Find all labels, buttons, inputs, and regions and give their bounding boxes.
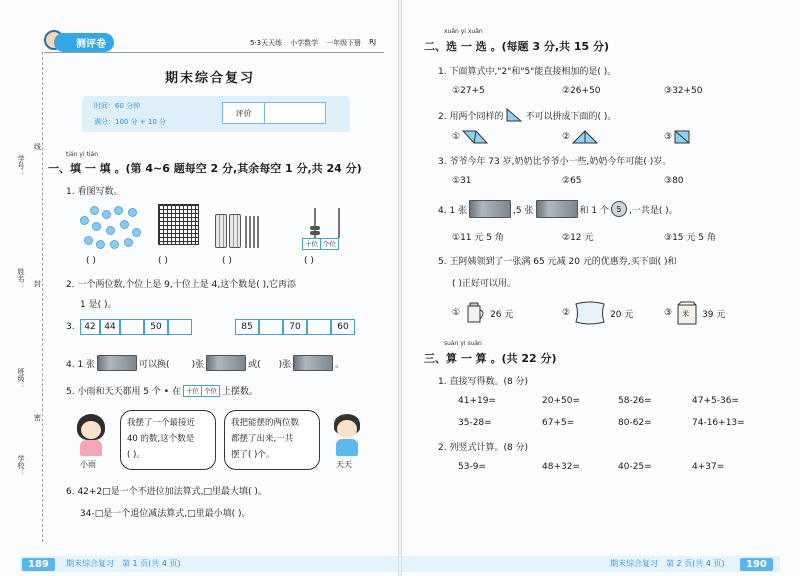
pv-ones: 个位 bbox=[203, 386, 217, 395]
r-q4-opt-1[interactable]: ①11 元 5 角 bbox=[452, 233, 504, 243]
side-field-school: 学校： bbox=[17, 455, 25, 476]
bubble2-line: 都摆了出来,一共 bbox=[231, 434, 294, 444]
q6-text-line2: 34-□是一个退位减法算式,□里最小填( )。 bbox=[80, 509, 251, 519]
full-score: 满分：100 分 + 10 分 bbox=[94, 118, 167, 126]
header-grade: 一年级下册 bbox=[326, 39, 362, 47]
r-q5-text-line2: ( )正好可以用。 bbox=[452, 279, 516, 289]
r-q1-text: 1. 下面算式中,"2"和"5"能直接相加的是( )。 bbox=[438, 67, 617, 77]
q2-text-line2: 1 是( )。 bbox=[80, 300, 117, 310]
calc-item[interactable]: 58-26= bbox=[618, 396, 652, 406]
q4-line bbox=[66, 355, 344, 371]
q2-text-line1: 2. 一个两位数,个位上是 9,十位上是 4,这个数是( ),它再添 bbox=[66, 280, 296, 290]
r-q5-opt-price: 39 元 bbox=[702, 309, 726, 320]
r-q5-text-line1: 5. 王阿姨领到了一张满 65 元减 20 元的优惠券,买下面( )和 bbox=[438, 257, 677, 267]
r-q4-opt-3[interactable]: ③15 元 5 角 bbox=[664, 233, 716, 243]
q3-cell: 70 bbox=[283, 319, 307, 335]
q1-blank-1[interactable]: ( ) bbox=[86, 256, 96, 266]
page-number: 189 bbox=[22, 558, 55, 571]
info-box bbox=[82, 96, 350, 132]
q5-line bbox=[66, 384, 258, 397]
banknote-icon bbox=[97, 355, 137, 371]
pv-tens: 十位 bbox=[184, 386, 202, 396]
r-q3-opt-2[interactable]: ②65 bbox=[562, 176, 582, 186]
r-q5-opt-no: ① bbox=[452, 308, 461, 318]
time-limit: 时间：60 分钟 bbox=[94, 102, 141, 110]
bubble1-line: 40 的数,这个数是 bbox=[127, 434, 195, 444]
calc-item[interactable]: 41+19= bbox=[458, 396, 496, 406]
q1-blank-4[interactable]: ( ) bbox=[304, 256, 314, 266]
triangle-icon bbox=[506, 108, 522, 122]
vertical-calc-item[interactable]: 4+37= bbox=[692, 462, 725, 472]
girl-name: 小雨 bbox=[80, 460, 96, 469]
bubble1-line: ( )。 bbox=[127, 450, 145, 460]
banknote-icon bbox=[293, 355, 333, 371]
page-footer: 期末综合复习 第 1 页(共 4 页) bbox=[66, 559, 181, 568]
q3-row-1 bbox=[80, 319, 192, 335]
side-field-class: 班级： bbox=[17, 368, 25, 389]
r-q5-opt-no: ② bbox=[562, 308, 571, 318]
q3-cell: 50 bbox=[144, 319, 168, 335]
r-q1-opt-1[interactable]: ①27+5 bbox=[452, 86, 485, 96]
side-field-id: 学号： bbox=[17, 155, 25, 176]
r-q5-opt-price: 26 元 bbox=[490, 309, 514, 320]
binding-line bbox=[42, 52, 43, 542]
r-q2-opt-label: ② bbox=[562, 132, 571, 142]
calc-item[interactable]: 74-16+13= bbox=[692, 418, 745, 428]
girl-speech-bubble bbox=[120, 410, 216, 470]
badge: 测评卷 bbox=[54, 33, 114, 52]
q4-text-a: 4. 1 张 bbox=[66, 359, 96, 370]
r-q5-opt-no: ③ bbox=[664, 308, 673, 318]
banknote-icon bbox=[536, 200, 578, 218]
page-header bbox=[250, 38, 376, 48]
page-number: 190 bbox=[740, 558, 773, 571]
r-q4-text-d: ,一共是( )。 bbox=[628, 205, 678, 216]
r-q2-text-a: 2. 用两个同样的 bbox=[438, 111, 504, 122]
q3-cell[interactable] bbox=[168, 319, 192, 335]
side-mark-feng: 封 bbox=[34, 280, 41, 288]
q3-row-2 bbox=[235, 319, 355, 335]
r-q4-text-a: 4. 1 张 bbox=[438, 205, 468, 216]
pv-tens: 十位 bbox=[303, 239, 321, 249]
girl-avatar bbox=[74, 414, 108, 456]
page-footer: 期末综合复习 第 2 页(共 4 页) bbox=[610, 559, 725, 568]
r-q32-text: 2. 列竖式计算。(8 分) bbox=[438, 443, 529, 453]
side-field-name: 姓名： bbox=[17, 268, 25, 289]
hundred-grid-picture bbox=[158, 204, 199, 245]
q4-text-f: 。 bbox=[335, 359, 345, 370]
q5-text-a: 5. 小雨和天天都用 5 个 • 在 bbox=[66, 387, 181, 397]
rice-bag-label: 米 bbox=[682, 310, 690, 318]
header-rule bbox=[44, 52, 384, 53]
header-subject: 小学数学 bbox=[290, 39, 319, 47]
section2-pinyin: xuǎn yi xuǎn bbox=[444, 28, 483, 35]
q1-blank-3[interactable]: ( ) bbox=[222, 256, 232, 266]
q5-text-b: 上摆数。 bbox=[221, 387, 258, 397]
pv-ones: 个位 bbox=[323, 240, 336, 248]
abacus-picture bbox=[300, 208, 356, 250]
big-triangle-icon bbox=[572, 130, 598, 144]
banknote-icon bbox=[206, 355, 246, 371]
r-q31-text: 1. 直接写得数。(8 分) bbox=[438, 377, 529, 387]
stick-bundles-picture bbox=[215, 214, 265, 250]
left-page bbox=[0, 0, 398, 576]
r-q3-opt-1[interactable]: ①31 bbox=[452, 176, 472, 186]
q3-cell: 85 bbox=[235, 319, 259, 335]
q4-text-c: )张 bbox=[191, 359, 205, 370]
q4-text-d: 或( bbox=[248, 359, 261, 370]
header-series: 5·3天天练 bbox=[250, 39, 283, 47]
r-q2-opt-label: ① bbox=[452, 132, 461, 142]
section3-title: 三、算 一 算 。(共 22 分) bbox=[424, 352, 557, 365]
side-mark-xian: 线 bbox=[34, 143, 41, 151]
section1-title: 一、填 一 填 。(第 4~6 题每空 2 分,其余每空 1 分,共 24 分) bbox=[48, 162, 362, 175]
q3-cell[interactable] bbox=[307, 319, 331, 335]
bubble2-line: 摆了( )个。 bbox=[231, 450, 275, 460]
banknote-icon bbox=[469, 200, 511, 218]
r-q2-line bbox=[438, 108, 616, 122]
pillow-icon bbox=[573, 300, 607, 326]
q1-text: 1. 看图写数。 bbox=[66, 187, 123, 197]
r-q4-text-b: ,5 张 bbox=[513, 205, 534, 216]
vertical-calc-item[interactable]: 53-9= bbox=[458, 462, 486, 472]
r-q4-text-c: 和 1 个 bbox=[579, 205, 609, 216]
section1-pinyin: tián yi tián bbox=[66, 151, 99, 158]
q1-blank-2[interactable]: ( ) bbox=[158, 256, 168, 266]
r-q4-opt-2[interactable]: ②12 元 bbox=[562, 233, 594, 243]
page-title: 期末综合复习 bbox=[165, 71, 256, 86]
r-q2-opt-2[interactable] bbox=[562, 130, 598, 144]
kettle-icon bbox=[463, 302, 487, 324]
q4-text-b: 可以换( bbox=[139, 359, 170, 370]
r-q4-line bbox=[438, 200, 678, 218]
r-q2-text-b: 不可以拼成下面的( )。 bbox=[525, 111, 617, 122]
r-q1-opt-3[interactable]: ③32+50 bbox=[664, 86, 703, 96]
calc-item[interactable]: 67+5= bbox=[542, 418, 575, 428]
calc-item[interactable]: 47+5-36= bbox=[692, 396, 739, 406]
vertical-calc-item[interactable]: 40-25= bbox=[618, 462, 652, 472]
r-q3-opt-3[interactable]: ③80 bbox=[664, 176, 684, 186]
q3-cell: 44 bbox=[100, 319, 120, 335]
r-q2-opt-1[interactable] bbox=[452, 130, 488, 144]
q3-cell[interactable] bbox=[120, 319, 144, 335]
square-icon bbox=[674, 130, 690, 144]
calc-item[interactable]: 80-62= bbox=[618, 418, 652, 428]
header-edition: RJ bbox=[369, 38, 377, 46]
q3-cell: 42 bbox=[80, 319, 100, 335]
r-q5-opt-2[interactable] bbox=[562, 300, 633, 326]
vertical-calc-item[interactable]: 48+32= bbox=[542, 462, 580, 472]
dots-picture bbox=[80, 206, 142, 252]
side-mark-mi: 密 bbox=[34, 414, 41, 422]
eval-label: 评价 bbox=[223, 103, 265, 123]
q5-place-value-table bbox=[183, 385, 220, 397]
rice-bag-icon bbox=[675, 300, 699, 326]
section2-title: 二、选 一 选 。(每题 3 分,共 15 分) bbox=[424, 40, 610, 53]
q1-place-value-table bbox=[302, 238, 339, 250]
r-q5-opt-1[interactable] bbox=[452, 302, 513, 324]
q3-label: 3. bbox=[66, 322, 75, 332]
eval-box[interactable] bbox=[222, 102, 326, 124]
right-page bbox=[402, 0, 800, 576]
r-q1-opt-2[interactable]: ②26+50 bbox=[562, 86, 601, 96]
boy-name: 天天 bbox=[336, 460, 352, 469]
bubble1-line: 我摆了一个最接近 bbox=[127, 418, 196, 428]
q4-text-e: )张 bbox=[278, 359, 292, 370]
bubble2-line: 我把能摆的两位数 bbox=[231, 418, 300, 428]
q6-text-line1: 6. 42+2□是一个不进位加法算式,□里最大填( )。 bbox=[66, 487, 267, 497]
q3-cell[interactable] bbox=[259, 319, 283, 335]
calc-item[interactable]: 20+50= bbox=[542, 396, 580, 406]
boy-avatar bbox=[330, 414, 364, 456]
section3-pinyin: suàn yi suàn bbox=[444, 340, 482, 347]
r-q2-opt-3[interactable] bbox=[664, 130, 690, 144]
r-q5-opt-price: 20 元 bbox=[610, 309, 634, 320]
r-q5-opt-3[interactable] bbox=[664, 300, 725, 326]
calc-item[interactable]: 35-28= bbox=[458, 418, 492, 428]
boy-speech-bubble bbox=[224, 410, 320, 470]
parallelogram-icon bbox=[462, 130, 488, 144]
r-q2-opt-label: ③ bbox=[664, 132, 673, 142]
r-q3-text: 3. 爷爷今年 73 岁,奶奶比爷爷小一些,奶奶今年可能( )岁。 bbox=[438, 157, 672, 167]
coin-icon: 5 bbox=[611, 201, 627, 217]
q3-cell: 60 bbox=[331, 319, 355, 335]
